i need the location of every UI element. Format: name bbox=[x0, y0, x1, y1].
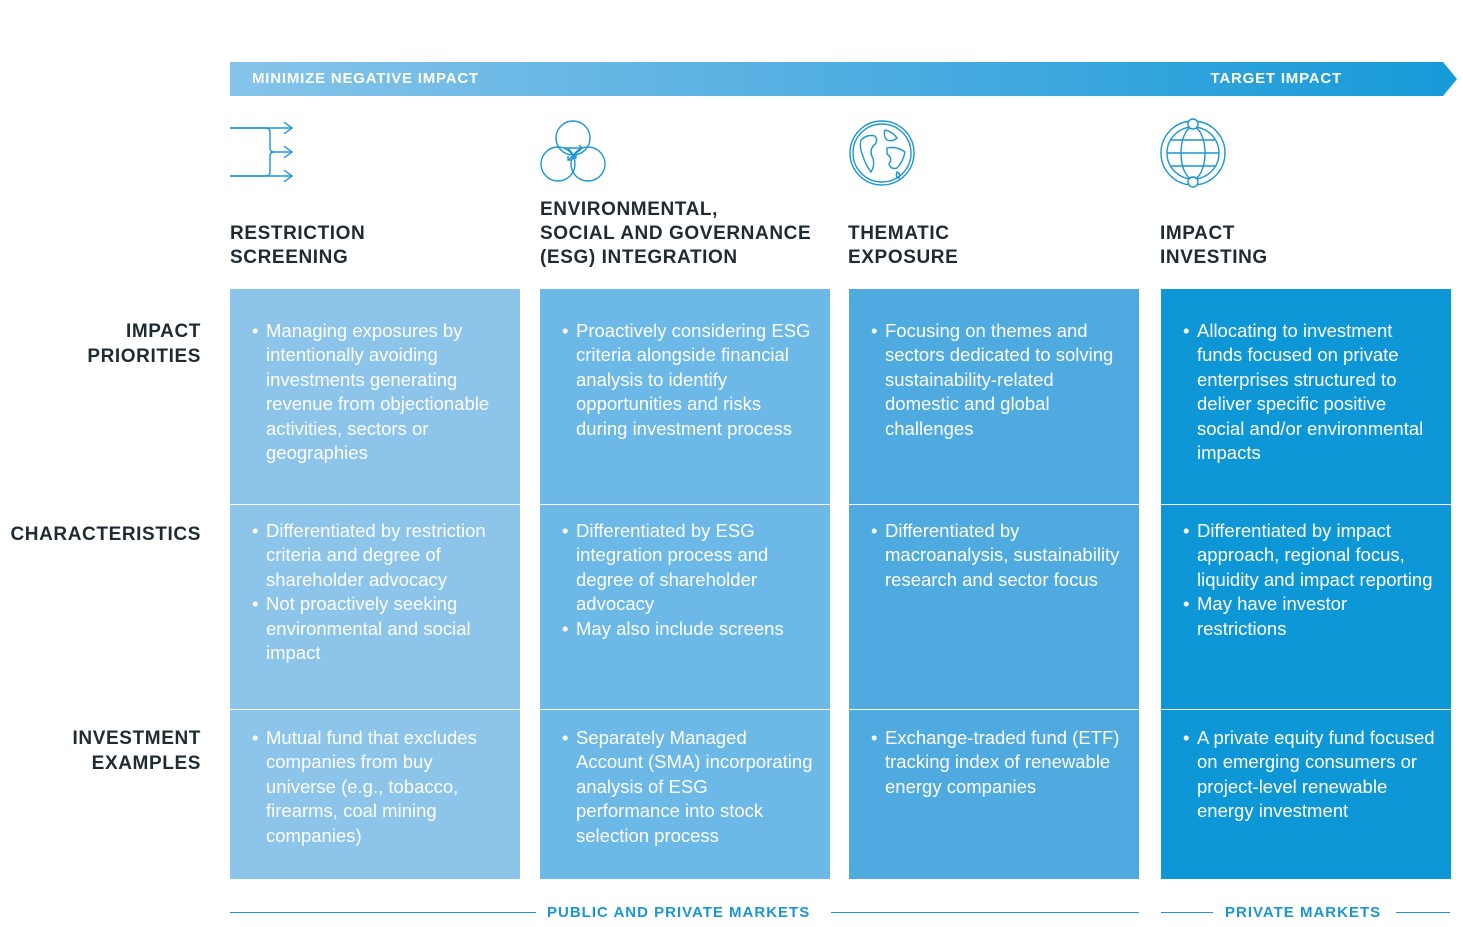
column-heading-line: EXPOSURE bbox=[848, 247, 959, 268]
public-private-markets-line-left bbox=[230, 912, 536, 913]
triple-arrow-icon bbox=[230, 118, 300, 188]
list-item: • May have investor restrictions bbox=[1183, 592, 1437, 641]
list-item: • Differentiated by impact approach, regional focus, liquidity and impact reporting bbox=[1183, 519, 1437, 592]
column-heading-restriction-screening bbox=[230, 198, 520, 270]
list-item: • Differentiated by ESG integration process and degree of shareholder advocacy bbox=[562, 519, 816, 617]
public-private-markets-label: PUBLIC AND PRIVATE MARKETS bbox=[547, 904, 811, 921]
row-label-line: EXAMPLES bbox=[91, 753, 201, 774]
investment-examples-cell bbox=[1161, 710, 1451, 879]
private-markets-line-right bbox=[1396, 912, 1450, 913]
column-restriction-screening bbox=[230, 289, 520, 879]
column-heading-line: ENVIRONMENTAL, bbox=[540, 199, 718, 220]
impact-priorities-cell bbox=[1161, 289, 1451, 504]
column-esg-integration bbox=[540, 289, 830, 879]
banner-left-label: MINIMIZE NEGATIVE IMPACT bbox=[252, 70, 479, 87]
row-label-line: INVESTMENT bbox=[72, 728, 201, 749]
interlocking-cycle-icon bbox=[538, 118, 608, 188]
column-heading-line: IMPACT bbox=[1160, 223, 1236, 244]
row-label-line: IMPACT bbox=[125, 321, 201, 342]
column-heading-line: THEMATIC bbox=[848, 223, 950, 244]
investment-examples-cell bbox=[849, 710, 1139, 879]
impact-priorities-cell bbox=[540, 289, 830, 504]
column-heading-line: RESTRICTION bbox=[230, 223, 366, 244]
globe-icon bbox=[847, 118, 917, 188]
list-item: • May also include screens bbox=[562, 617, 816, 641]
row-label-characteristics bbox=[10, 522, 201, 547]
column-heading-line: INVESTING bbox=[1160, 247, 1268, 268]
list-item: • Differentiated by macroanalysis, sustainability research and sector focus bbox=[871, 519, 1125, 592]
row-label-investment-examples bbox=[73, 726, 201, 776]
column-heading-impact-investing bbox=[1160, 198, 1450, 270]
list-item: • Differentiated by restriction criteria and degree of shareholder advocacy bbox=[252, 519, 506, 592]
impact-priorities-cell bbox=[230, 289, 520, 504]
investment-examples-cell bbox=[230, 710, 520, 879]
column-heading-esg-integration bbox=[540, 198, 830, 270]
row-label-line: PRIORITIES bbox=[87, 346, 201, 367]
list-item: • Proactively considering ESG criteria alongside financial analysis to identify opportunities and risks during investment process bbox=[562, 319, 816, 441]
globe-target-icon bbox=[1158, 118, 1228, 188]
list-item: • Allocating to investment funds focused on private enterprises structured to deliver specific positive social and/or environmental impacts bbox=[1183, 319, 1437, 465]
column-heading-line: SOCIAL AND GOVERNANCE bbox=[540, 223, 812, 244]
characteristics-cell bbox=[230, 505, 520, 709]
column-heading-line: (ESG) INTEGRATION bbox=[540, 247, 738, 268]
column-heading-line: SCREENING bbox=[230, 247, 349, 268]
list-item: • Not proactively seeking environmental and social impact bbox=[252, 592, 506, 665]
list-item: • Managing exposures by intentionally avoiding investments generating revenue from objectionable activities, sectors or geographies bbox=[252, 319, 506, 465]
investment-examples-cell bbox=[540, 710, 830, 879]
characteristics-cell bbox=[540, 505, 830, 709]
list-item: • Mutual fund that excludes companies from buy universe (e.g., tobacco, firearms, coal mining companies) bbox=[252, 726, 506, 848]
row-label-impact-priorities bbox=[87, 319, 201, 369]
list-item: • Exchange-traded fund (ETF) tracking index of renewable energy companies bbox=[871, 726, 1125, 799]
private-markets-label: PRIVATE MARKETS bbox=[1225, 904, 1382, 921]
column-impact-investing bbox=[1161, 289, 1451, 879]
list-item: • A private equity fund focused on emerging consumers or project-level renewable energy investment bbox=[1183, 726, 1437, 824]
row-label-line: CHARACTERISTICS bbox=[10, 524, 201, 545]
column-heading-thematic-exposure bbox=[848, 198, 1138, 270]
public-private-markets-line-right bbox=[831, 912, 1139, 913]
impact-spectrum-banner bbox=[230, 62, 1457, 96]
column-thematic-exposure bbox=[849, 289, 1139, 879]
list-item: • Separately Managed Account (SMA) incorporating analysis of ESG performance into stock selection process bbox=[562, 726, 816, 848]
characteristics-cell bbox=[849, 505, 1139, 709]
characteristics-cell bbox=[1161, 505, 1451, 709]
list-item: • Focusing on themes and sectors dedicated to solving sustainability-related domestic and global challenges bbox=[871, 319, 1125, 441]
banner-right-label: TARGET IMPACT bbox=[1210, 70, 1342, 87]
private-markets-line-left bbox=[1161, 912, 1213, 913]
impact-priorities-cell bbox=[849, 289, 1139, 504]
